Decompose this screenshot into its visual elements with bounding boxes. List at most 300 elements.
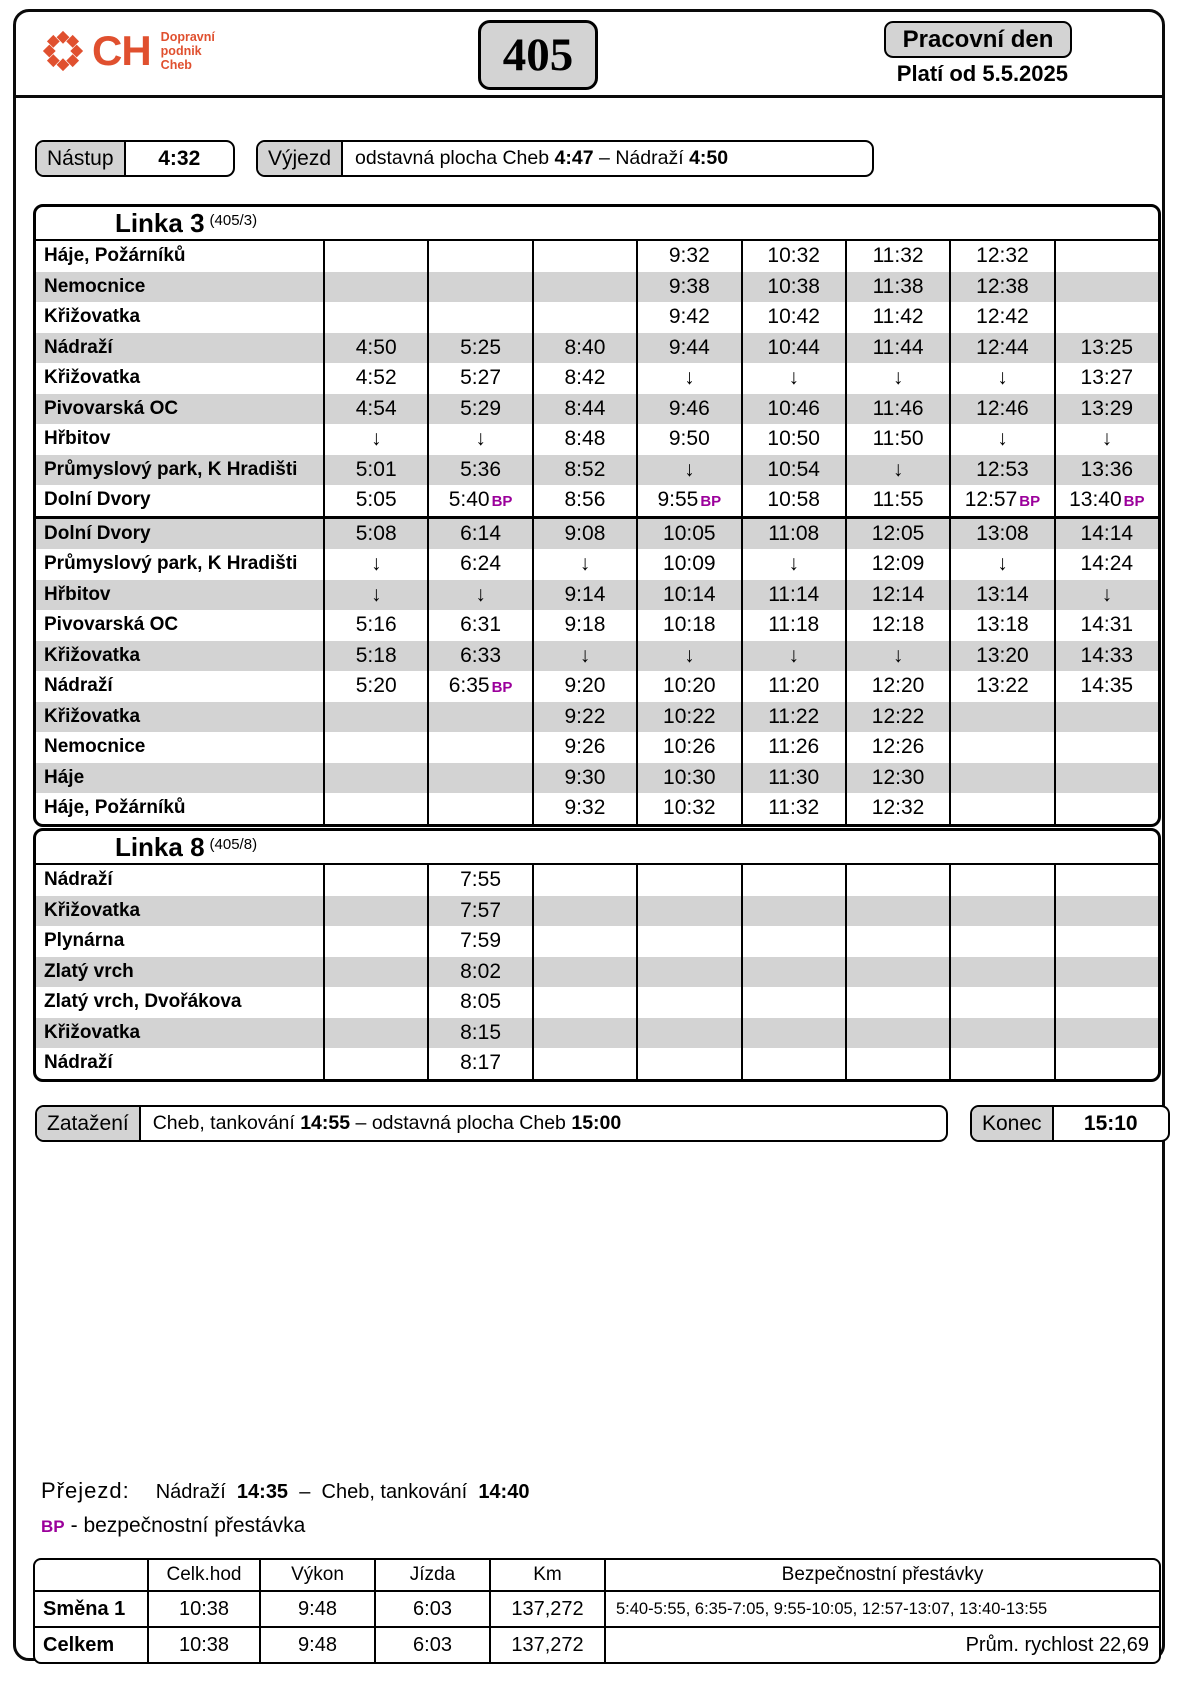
timetable-row (36, 272, 1158, 303)
time-cell (427, 702, 531, 733)
linka3-table (33, 204, 1161, 827)
time-value: 13:40 (1069, 488, 1122, 511)
time-cell: 10:32 (741, 241, 845, 272)
time-cell: 8:44 (532, 394, 636, 425)
time-cell: 12:53 (949, 455, 1053, 486)
summary-total-vykon: 9:48 (259, 1628, 374, 1662)
time-cell: 10:54 (741, 455, 845, 486)
time-cell (1054, 272, 1158, 303)
time-cell: 9:32 (636, 241, 740, 272)
time-cell (1054, 702, 1158, 733)
time-cell: ↓ (532, 641, 636, 672)
time-cell (323, 793, 427, 824)
pull-in-time-1: 14:55 (300, 1112, 351, 1134)
time-cell: ↓ (323, 549, 427, 580)
summary-shift1-label: Směna 1 (43, 1597, 126, 1620)
time-cell: 6:24 (427, 549, 531, 580)
bp-mark: BP (491, 493, 513, 510)
time-cell (949, 1018, 1053, 1049)
time-cell (427, 671, 531, 702)
time-cell: 14:35 (1054, 671, 1158, 702)
time-cell (636, 957, 740, 988)
time-cell: 10:18 (636, 610, 740, 641)
time-cell: 12:32 (845, 793, 949, 824)
stop-name: Hřbitov (44, 583, 111, 605)
timetable-row (36, 580, 1158, 611)
time-cell: 9:14 (532, 580, 636, 611)
stop-name: Hřbitov (44, 428, 111, 449)
stop-name: Nádraží (44, 675, 113, 696)
time-cell (949, 702, 1053, 733)
timetable-row (36, 987, 1158, 1018)
service-day-badge: Pracovní den (884, 21, 1072, 58)
time-cell (949, 896, 1053, 927)
shift-summary-table (33, 1558, 1161, 1664)
time-cell (949, 926, 1053, 957)
departure-time-2: 4:50 (689, 147, 729, 169)
time-cell (532, 987, 636, 1018)
time-cell (1054, 302, 1158, 333)
departure-description (343, 142, 746, 175)
summary-header-vykon: Výkon (259, 1560, 374, 1590)
time-cell: 12:20 (845, 671, 949, 702)
time-cell: 11:18 (741, 610, 845, 641)
bp-mark: BP (1123, 493, 1145, 510)
time-cell (1054, 241, 1158, 272)
dash: – (355, 1112, 367, 1134)
time-cell (845, 865, 949, 896)
time-cell (323, 302, 427, 333)
time-cell (636, 987, 740, 1018)
summary-shift1-km: 137,272 (489, 1592, 604, 1626)
timetable-row (36, 957, 1158, 988)
time-cell (323, 865, 427, 896)
route-number-badge: 405 (478, 20, 598, 90)
summary-header-jizda: Jízda (374, 1560, 489, 1590)
stop-name: Průmyslový park, K Hradišti (44, 458, 298, 480)
time-cell: 5:08 (323, 519, 427, 550)
time-cell (1054, 987, 1158, 1018)
time-cell: 14:33 (1054, 641, 1158, 672)
time-cell (636, 485, 740, 516)
time-cell: 12:22 (845, 702, 949, 733)
linka8-table (33, 828, 1161, 1082)
time-cell: 9:32 (532, 793, 636, 824)
timetable-row (36, 363, 1158, 394)
timetable-row (36, 641, 1158, 672)
bp-mark: BP (1019, 493, 1041, 510)
header-divider (16, 95, 1162, 98)
stop-name: Pivovarská OC (44, 397, 179, 419)
time-cell: 8:56 (532, 485, 636, 516)
time-cell: 10:46 (741, 394, 845, 425)
time-cell: 10:22 (636, 702, 740, 733)
time-cell: 6:14 (427, 519, 531, 550)
time-cell: ↓ (741, 363, 845, 394)
time-cell (741, 1048, 845, 1079)
stop-name: Křižovatka (44, 899, 141, 921)
time-cell: 10:20 (636, 671, 740, 702)
timetable-row (36, 1048, 1158, 1079)
time-cell: 8:17 (427, 1048, 531, 1079)
time-cell: ↓ (427, 424, 531, 455)
linka3-body (36, 241, 1158, 824)
time-cell: 9:18 (532, 610, 636, 641)
time-cell (323, 272, 427, 303)
time-cell: 8:42 (532, 363, 636, 394)
summary-header-row (35, 1560, 1159, 1592)
end-box (970, 1105, 1170, 1142)
stop-name: Zlatý vrch (44, 960, 134, 982)
stop-name: Nádraží (44, 336, 113, 358)
time-cell (741, 926, 845, 957)
time-cell (323, 1048, 427, 1079)
time-cell (323, 926, 427, 957)
summary-shift1-total-hours: 10:38 (147, 1592, 259, 1626)
time-cell: 11:50 (845, 424, 949, 455)
time-cell: 11:26 (741, 732, 845, 763)
transfer-note (41, 1478, 535, 1504)
time-cell (532, 272, 636, 303)
time-cell: 5:25 (427, 333, 531, 364)
time-cell: 12:09 (845, 549, 949, 580)
summary-total-jizda: 6:03 (374, 1628, 489, 1662)
stop-name: Křižovatka (44, 1021, 141, 1043)
timetable-row (36, 485, 1158, 516)
time-cell: 12:32 (949, 241, 1053, 272)
time-cell: 9:20 (532, 671, 636, 702)
dash: – (599, 147, 610, 169)
stop-name: Dolní Dvory (44, 489, 151, 510)
time-cell: 9:08 (532, 519, 636, 550)
time-cell (1054, 763, 1158, 794)
time-cell (845, 1018, 949, 1049)
logo-tagline-line2: podnik (160, 44, 202, 58)
time-cell: 4:52 (323, 363, 427, 394)
time-cell: 8:02 (427, 957, 531, 988)
time-cell (949, 485, 1053, 516)
time-cell: 13:08 (949, 519, 1053, 550)
time-cell: 13:20 (949, 641, 1053, 672)
timetable-row (36, 865, 1158, 896)
time-cell: 12:26 (845, 732, 949, 763)
time-cell (845, 987, 949, 1018)
time-cell (636, 865, 740, 896)
time-cell (741, 987, 845, 1018)
transfer-place-2: Cheb, tankování (321, 1481, 468, 1503)
time-cell: 4:50 (323, 333, 427, 364)
time-cell: 8:52 (532, 455, 636, 486)
time-cell: 10:42 (741, 302, 845, 333)
summary-shift1-vykon: 9:48 (259, 1592, 374, 1626)
time-cell: 5:18 (323, 641, 427, 672)
time-cell: 5:20 (323, 671, 427, 702)
time-cell: 13:29 (1054, 394, 1158, 425)
time-cell (532, 865, 636, 896)
time-cell: 13:18 (949, 610, 1053, 641)
time-cell (741, 896, 845, 927)
time-cell: 12:42 (949, 302, 1053, 333)
time-cell: 9:42 (636, 302, 740, 333)
time-cell: 11:32 (845, 241, 949, 272)
time-cell (532, 302, 636, 333)
time-cell: 10:05 (636, 519, 740, 550)
time-cell (1054, 926, 1158, 957)
time-cell (1054, 732, 1158, 763)
timetable-row (36, 732, 1158, 763)
transfer-description (156, 1481, 535, 1504)
end-time: 15:10 (1083, 1111, 1138, 1135)
time-cell: ↓ (427, 580, 531, 611)
time-cell: 6:33 (427, 641, 531, 672)
stop-name: Nádraží (44, 1052, 113, 1073)
boarding-label: Nástup (37, 142, 126, 175)
time-cell: 4:54 (323, 394, 427, 425)
time-cell: 10:32 (636, 793, 740, 824)
time-cell (636, 1018, 740, 1049)
time-cell (323, 1018, 427, 1049)
stop-name: Pivovarská OC (44, 614, 179, 635)
departure-place-2: Nádraží (615, 147, 684, 169)
time-cell: 7:59 (427, 926, 531, 957)
summary-header-km: Km (489, 1560, 604, 1590)
time-cell: ↓ (532, 549, 636, 580)
time-cell: ↓ (323, 424, 427, 455)
stop-name: Dolní Dvory (44, 522, 151, 544)
end-label: Konec (972, 1107, 1054, 1140)
time-cell: 10:14 (636, 580, 740, 611)
linka3-title-row (36, 207, 1158, 241)
time-cell (427, 485, 531, 516)
time-cell (741, 957, 845, 988)
stop-name: Křižovatka (44, 367, 141, 388)
time-cell (949, 793, 1053, 824)
stop-name: Nemocnice (44, 275, 146, 297)
time-cell: ↓ (1054, 580, 1158, 611)
time-cell: 9:30 (532, 763, 636, 794)
time-cell: 12:38 (949, 272, 1053, 303)
boarding-time: 4:32 (158, 146, 201, 170)
time-cell (949, 732, 1053, 763)
time-cell: 14:24 (1054, 549, 1158, 580)
logo-tagline-line1: Dopravní (160, 30, 215, 44)
bp-legend (41, 1514, 305, 1538)
timetable-row (36, 424, 1158, 455)
time-cell (323, 957, 427, 988)
departure-time-1: 4:47 (554, 147, 594, 169)
time-cell: 11:38 (845, 272, 949, 303)
time-value: 12:57 (964, 488, 1018, 511)
time-cell (741, 865, 845, 896)
time-cell (845, 1048, 949, 1079)
logo-tagline (161, 30, 215, 72)
company-logo (42, 27, 215, 74)
time-cell (741, 1018, 845, 1049)
bp-abbreviation: BP (41, 1517, 65, 1536)
timetable-row (36, 241, 1158, 272)
time-cell: ↓ (949, 424, 1053, 455)
timetable-row (36, 763, 1158, 794)
timetable-row (36, 793, 1158, 824)
time-cell: 11:55 (845, 485, 949, 516)
time-cell: 9:46 (636, 394, 740, 425)
summary-shift1-breaks: 5:40-5:55, 6:35-7:05, 9:55-10:05, 12:57-13:07, 13:40-13:55 (604, 1592, 1159, 1626)
transfer-label: Přejezd: (41, 1478, 130, 1503)
time-cell: 12:18 (845, 610, 949, 641)
linka8-title: Linka 8 (114, 832, 205, 862)
time-cell: 8:05 (427, 987, 531, 1018)
time-cell: ↓ (949, 363, 1053, 394)
timetable-row (36, 516, 1158, 550)
timetable-row (36, 302, 1158, 333)
time-cell: 10:30 (636, 763, 740, 794)
stop-name: Křižovatka (44, 705, 141, 727)
time-cell (323, 702, 427, 733)
linka3-subtitle: (405/3) (209, 212, 258, 229)
time-cell: ↓ (949, 549, 1053, 580)
linka8-title-row (36, 831, 1158, 865)
logo-tagline-line3: Cheb (160, 58, 192, 72)
time-cell (1054, 865, 1158, 896)
time-cell: 13:14 (949, 580, 1053, 611)
time-cell: 8:15 (427, 1018, 531, 1049)
time-value: 5:40 (448, 488, 490, 511)
time-cell: 5:01 (323, 455, 427, 486)
boarding-box (35, 140, 235, 177)
summary-header-breaks: Bezpečnostní přestávky (604, 1560, 1159, 1590)
time-cell: 10:38 (741, 272, 845, 303)
time-cell (427, 793, 531, 824)
time-cell: 9:26 (532, 732, 636, 763)
timetable-row (36, 896, 1158, 927)
time-cell (1054, 485, 1158, 516)
time-cell (949, 957, 1053, 988)
time-cell: 10:58 (741, 485, 845, 516)
bp-mark: BP (700, 493, 722, 510)
departure-label: Výjezd (258, 142, 343, 175)
stop-name: Háje, Požárníků (44, 797, 186, 818)
time-cell: 9:38 (636, 272, 740, 303)
time-cell (427, 241, 531, 272)
time-cell (845, 957, 949, 988)
timetable-row (36, 671, 1158, 702)
time-cell: 9:44 (636, 333, 740, 364)
time-cell: ↓ (845, 641, 949, 672)
time-cell: 11:44 (845, 333, 949, 364)
time-cell (949, 865, 1053, 896)
time-cell: 5:16 (323, 610, 427, 641)
time-cell (1054, 1018, 1158, 1049)
stop-name: Zlatý vrch, Dvořákova (44, 991, 242, 1012)
summary-total-total-hours: 10:38 (147, 1628, 259, 1662)
time-cell (636, 1048, 740, 1079)
time-cell: ↓ (845, 455, 949, 486)
time-cell: 11:32 (741, 793, 845, 824)
time-cell: 5:29 (427, 394, 531, 425)
time-cell: 11:30 (741, 763, 845, 794)
time-cell (323, 896, 427, 927)
bp-legend-text: - bezpečnostní přestávka (70, 1514, 306, 1537)
time-cell: ↓ (845, 363, 949, 394)
time-cell: 13:36 (1054, 455, 1158, 486)
time-cell: 11:22 (741, 702, 845, 733)
time-cell (532, 957, 636, 988)
summary-row-total (35, 1626, 1159, 1662)
timetable-row (36, 926, 1158, 957)
time-cell (532, 1048, 636, 1079)
time-cell: 12:30 (845, 763, 949, 794)
time-cell (949, 987, 1053, 1018)
stop-name: Nádraží (44, 869, 113, 890)
time-cell (949, 1048, 1053, 1079)
summary-row-shift1 (35, 1592, 1159, 1626)
time-cell (532, 241, 636, 272)
pull-in-label: Zatažení (37, 1107, 141, 1140)
stop-name: Křižovatka (44, 306, 141, 327)
logo-initials: CH (92, 27, 151, 74)
pull-in-box (35, 1105, 948, 1142)
time-cell: 12:44 (949, 333, 1053, 364)
departure-place-1: odstavná plocha Cheb (355, 147, 550, 169)
time-cell (323, 241, 427, 272)
time-cell: 12:14 (845, 580, 949, 611)
time-cell: ↓ (636, 363, 740, 394)
time-cell (1054, 896, 1158, 927)
time-cell: 11:14 (741, 580, 845, 611)
transfer-time-1: 14:35 (236, 1481, 289, 1503)
time-cell: 11:46 (845, 394, 949, 425)
timetable-row (36, 394, 1158, 425)
logo-asterisk-icon (42, 30, 84, 72)
time-cell (1054, 957, 1158, 988)
summary-shift1-jizda: 6:03 (374, 1592, 489, 1626)
pull-in-time-2: 15:00 (571, 1112, 622, 1134)
departure-box (256, 140, 874, 177)
time-cell: 13:25 (1054, 333, 1158, 364)
timetable-row (36, 333, 1158, 364)
time-cell (949, 763, 1053, 794)
transfer-place-1: Nádraží (155, 1481, 226, 1503)
time-cell: 13:27 (1054, 363, 1158, 394)
timetable-row (36, 1018, 1158, 1049)
dash: – (299, 1481, 311, 1503)
time-cell: 10:50 (741, 424, 845, 455)
time-cell: 11:08 (741, 519, 845, 550)
time-cell: 7:57 (427, 896, 531, 927)
time-cell (427, 272, 531, 303)
summary-header-empty (35, 1560, 147, 1590)
summary-total-km: 137,272 (489, 1628, 604, 1662)
stop-name: Křižovatka (44, 644, 141, 666)
time-cell: 14:14 (1054, 519, 1158, 550)
stop-name: Háje (44, 766, 85, 788)
time-cell: 12:05 (845, 519, 949, 550)
time-cell: 6:31 (427, 610, 531, 641)
pull-in-place-2: odstavná plocha Cheb (371, 1112, 566, 1134)
time-cell (636, 896, 740, 927)
summary-header-total-hours: Celk.hod (147, 1560, 259, 1590)
time-cell (427, 302, 531, 333)
time-cell: 13:22 (949, 671, 1053, 702)
time-cell: 14:31 (1054, 610, 1158, 641)
time-cell: 10:44 (741, 333, 845, 364)
time-cell: 11:20 (741, 671, 845, 702)
time-cell (427, 732, 531, 763)
time-cell: 5:05 (323, 485, 427, 516)
time-cell (323, 987, 427, 1018)
time-cell: 8:48 (532, 424, 636, 455)
time-cell: 8:40 (532, 333, 636, 364)
